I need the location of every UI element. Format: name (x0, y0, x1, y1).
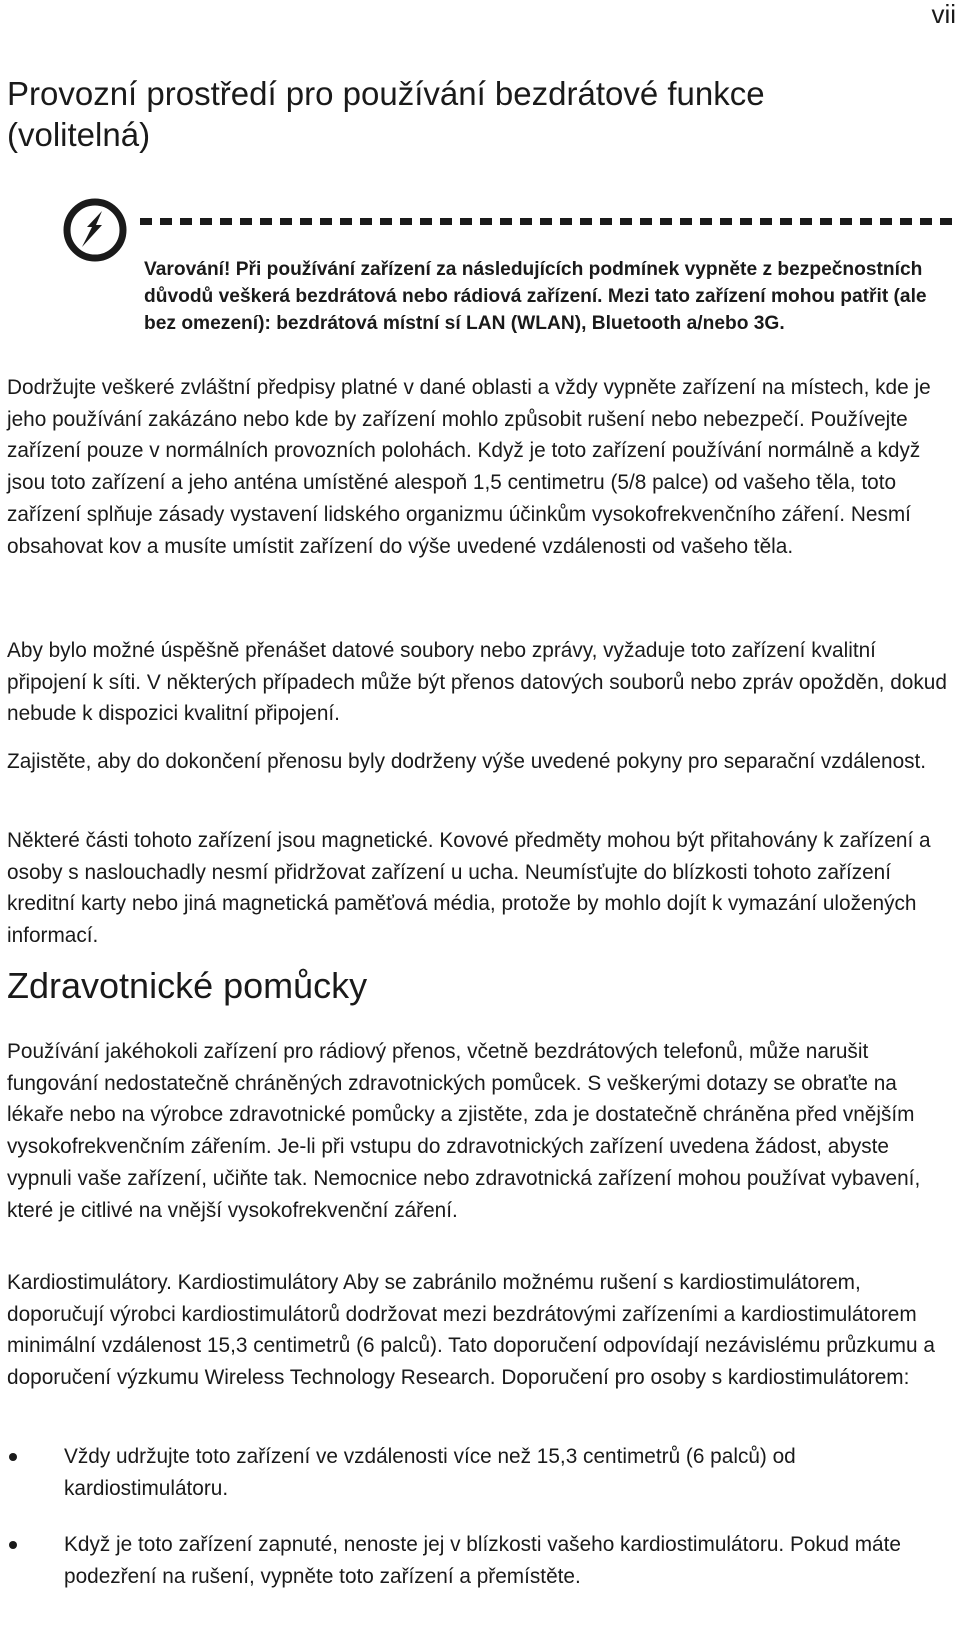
lightning-bolt-warning-icon (62, 197, 128, 263)
warning-dashed-rule (140, 218, 958, 225)
section-heading-line2: (volitelná) (7, 116, 151, 153)
section-heading-medical: Zdravotnické pomůcky (7, 965, 368, 1006)
paragraph-magnetic: Některé části tohoto zařízení jsou magnetické. Kovové předměty mohou být přitahovány k zařízení a osoby s naslouchadly nesmí přidržovat zařízení u ucha. Neumísťujte do blízkosti tohoto zařízení kreditní karty nebo jiná magnetická paměťová média, protože by mohlo dojít k vymazání uložených informací. (7, 829, 931, 948)
paragraph-usage: Dodržujte veškeré zvláštní předpisy platné v dané oblasti a vždy vypněte zařízení na místech, kde je jeho používání zakázáno nebo kde by zařízení mohlo způsobit rušení nebo nebezpečí. Používejte zařízení pouze v normálních provozních polohách. Když je toto zařízení používání normálně a když jsou toto zařízení a jeho anténa umístěné alespoň 1,5 centimetru (5/8 palce) od vašeho těla, toto zařízení splňuje zásady vystavení lidského organizmu účinkům vysokofrekvenčního záření. Nesmí obsahovat kov a musíte umístit zařízení do výše uvedené vzdálenosti od vašeho těla. (7, 376, 931, 558)
section-heading-wireless (7, 73, 947, 155)
page-number: vii (931, 0, 956, 29)
paragraph-medical: Používání jakéhokoli zařízení pro rádiový přenos, včetně bezdrátových telefonů, může narušit fungování nedostatečně chráněných zdravotnických pomůcek. S veškerými dotazy se obraťte na lékaře nebo na výrobce zdravotnické pomůcky a zjistěte, zda je dostatečně chráněna před vnějším vysokofrekvenčním zářením. Je-li při vstupu do zdravotnických zařízení uvedena žádost, abyste vypnuli vaše zařízení, učiňte tak. Nemocnice nebo zdravotnická zařízení mohou používat vybavení, které je citlivé na vnější vysokofrekvenční záření. (7, 1040, 921, 1222)
paragraph-separation: Zajistěte, aby do dokončení přenosu byly dodrženy výše uvedené pokyny pro separační vzdálenost. (7, 750, 927, 773)
list-item-text: Vždy udržujte toto zařízení ve vzdálenosti více než 15,3 centimetrů (6 palců) od kardiostimulátoru. (64, 1445, 796, 1500)
bullet-dot-icon (9, 1453, 17, 1461)
paragraph-transfer: Aby bylo možné úspěšně přenášet datové soubory nebo zprávy, vyžaduje toto zařízení kvalitní připojení k síti. V některých případech může být přenos datových souborů nebo zpráv opožděn, dokud nebude k dispozici kvalitní připojení. (7, 639, 947, 726)
warning-text: Varování! Při používání zařízení za následujících podmínek vypněte z bezpečnostních důvodů veškerá bezdrátová nebo rádiová zařízení. Mezi tato zařízení mohou patřit (ale bez omezení): bezdrátová místní sí LAN (WLAN), Bluetooth a/nebo 3G. (144, 259, 927, 334)
section-heading-line1: Provozní prostředí pro používání bezdrátové funkce (7, 75, 765, 112)
paragraph-pacemakers: Kardiostimulátory. Kardiostimulátory Aby se zabránilo možnému rušení s kardiostimulátorem, doporučují výrobci kardiostimulátorů dodržovat mezi bezdrátovými zařízeními a kardiostimulátorem minimální vzdálenost 15,3 centimetrů (6 palců). Tato doporučení odpovídají nezávislému průzkumu a doporučení výzkumu Wireless Technology Research. Doporučení pro osoby s kardiostimulátorem: (7, 1271, 935, 1390)
list-item-text: Když je toto zařízení zapnuté, nenoste jej v blízkosti vašeho kardiostimulátoru. Pokud máte podezření na rušení, vypněte toto zařízení a přemístěte. (64, 1533, 901, 1588)
bullet-dot-icon (9, 1541, 17, 1549)
